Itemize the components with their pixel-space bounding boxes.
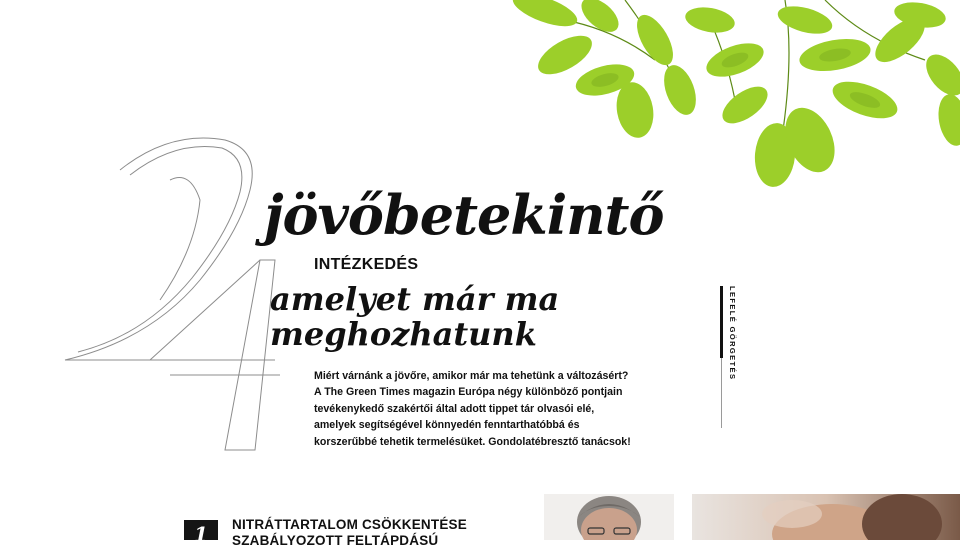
hands-soil-photo bbox=[692, 494, 960, 540]
leaves-image bbox=[505, 0, 960, 200]
scroll-hint[interactable] bbox=[704, 286, 744, 428]
hero-subtitle-line: meghozhatunk bbox=[270, 314, 537, 353]
item-title-line: NITRÁTTARTALOM CSÖKKENTÉSE bbox=[232, 517, 467, 532]
item-title bbox=[232, 517, 467, 548]
intro-paragraph bbox=[314, 368, 674, 450]
item-title-line: SZABÁLYOZOTT FELTÁPDÁSÚ bbox=[232, 532, 439, 548]
item-number-badge: 1 bbox=[184, 520, 218, 540]
intro-line: amelyek segítségével könnyedén fenntarthatóbbá és bbox=[314, 419, 580, 432]
intro-line: korszerűbbé tehetik termelésüket. Gondolatébresztő tanácsok! bbox=[314, 435, 631, 448]
hero-title: jövőbetekintő bbox=[264, 183, 664, 247]
intro-line: Miért várnánk a jövőre, amikor már ma tehetünk a változásért? bbox=[314, 370, 629, 382]
hero-subtitle bbox=[270, 282, 559, 351]
portrait-photo bbox=[544, 494, 674, 540]
hero-subtitle-line: amelyet már ma bbox=[270, 280, 560, 318]
scroll-indicator bbox=[720, 286, 723, 358]
hero-kicker: INTÉZKEDÉS bbox=[314, 256, 419, 273]
intro-line: tevékenykedő szakértői által adott tippet tár olvasói elé, bbox=[314, 402, 595, 415]
scroll-hint-label: LEFELÉ GÖRGETÉS bbox=[728, 286, 737, 381]
intro-line: A The Green Times magazin Európa négy különböző pontjain bbox=[314, 386, 623, 399]
